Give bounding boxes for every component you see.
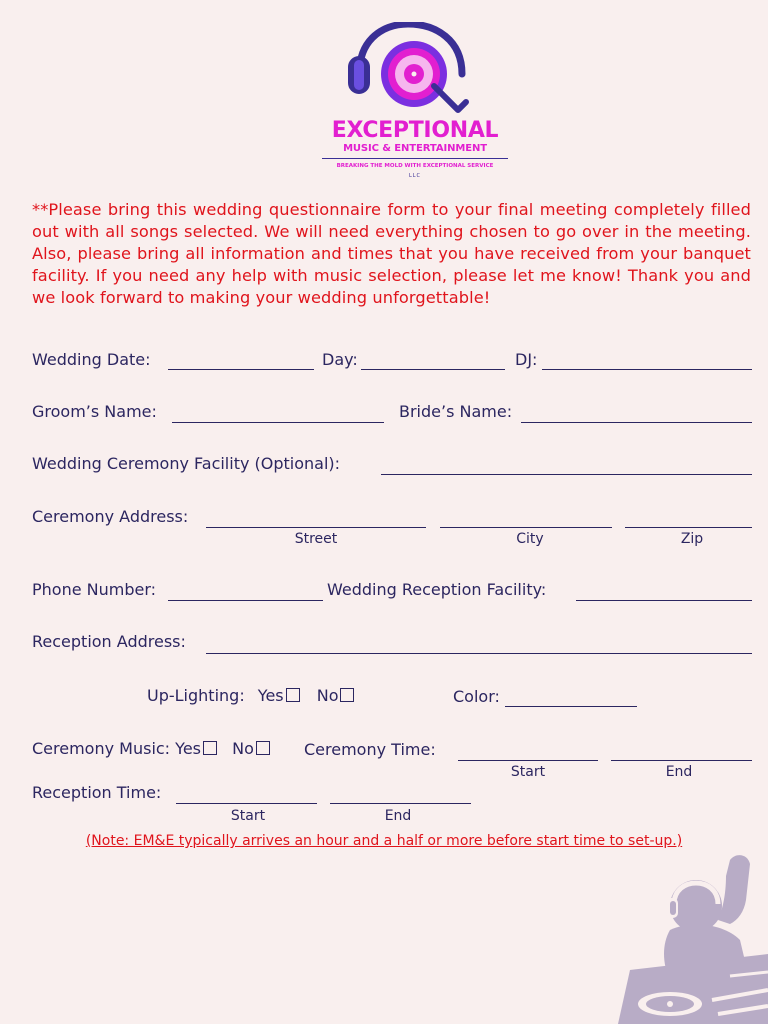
day-field[interactable]	[361, 369, 505, 370]
ceremony-music-yes-checkbox[interactable]	[203, 741, 217, 755]
reception-address-label: Reception Address:	[32, 632, 186, 651]
reception-facility-label: Wedding Reception Facility:	[327, 580, 547, 599]
headphones-vinyl-logo	[346, 22, 470, 114]
ceremony-music-no-label: No	[232, 739, 254, 758]
dj-field[interactable]	[542, 369, 752, 370]
brand-subtitle: MUSIC & ENTERTAINMENT	[343, 143, 487, 154]
ceremony-music-row	[32, 739, 270, 759]
color-field[interactable]	[505, 706, 637, 707]
ceremony-address-label: Ceremony Address:	[32, 507, 189, 526]
ceremony-zip-field[interactable]	[625, 527, 752, 528]
dj-label: DJ:	[515, 350, 538, 369]
ceremony-facility-field[interactable]	[381, 474, 752, 475]
reception-start-field[interactable]	[176, 803, 317, 804]
city-caption: City	[516, 531, 544, 547]
ceremony-music-label: Ceremony Music:	[32, 739, 171, 758]
ceremony-music-yes-label: Yes	[175, 739, 201, 758]
bride-name-field[interactable]	[521, 422, 752, 423]
ceremony-time-label: Ceremony Time:	[304, 740, 436, 759]
reception-facility-field[interactable]	[576, 600, 752, 601]
reception-end-field[interactable]	[330, 803, 471, 804]
brand-name: EXCEPTIONAL	[331, 118, 499, 143]
uplighting-yes-checkbox[interactable]	[286, 688, 300, 702]
ceremony-city-field[interactable]	[440, 527, 612, 528]
ceremony-facility-label: Wedding Ceremony Facility (Optional):	[32, 454, 341, 473]
ceremony-end-field[interactable]	[611, 760, 752, 761]
brand-tagline: BREAKING THE MOLD WITH EXCEPTIONAL SERVICE	[336, 163, 494, 169]
color-label: Color:	[453, 687, 500, 706]
arrival-note: (Note: EM&E typically arrives an hour and a half or more before start time to set-up.)	[85, 833, 683, 849]
zip-caption: Zip	[680, 531, 704, 547]
groom-name-label: Groom’s Name:	[32, 402, 157, 421]
reception-address-field[interactable]	[206, 653, 752, 654]
reception-start-caption: Start	[230, 808, 266, 824]
reception-end-caption: End	[384, 808, 412, 824]
day-label: Day:	[322, 350, 358, 369]
ceremony-music-no-checkbox[interactable]	[256, 741, 270, 755]
uplighting-row	[147, 686, 354, 706]
street-caption: Street	[294, 531, 338, 547]
uplighting-no-label: No	[316, 686, 339, 705]
ceremony-start-caption: Start	[510, 764, 546, 780]
phone-field[interactable]	[168, 600, 323, 601]
ceremony-end-caption: End	[665, 764, 693, 780]
uplighting-label: Up-Lighting:	[147, 686, 245, 705]
dj-silhouette-icon	[600, 850, 768, 1024]
bride-name-label: Bride’s Name:	[399, 402, 513, 421]
uplighting-yes-label: Yes	[257, 686, 284, 705]
reception-time-label: Reception Time:	[32, 783, 162, 802]
groom-name-field[interactable]	[172, 422, 384, 423]
brand-divider	[322, 158, 508, 159]
wedding-date-field[interactable]	[168, 369, 314, 370]
uplighting-no-checkbox[interactable]	[340, 688, 354, 702]
phone-label: Phone Number:	[32, 580, 157, 599]
instruction-note: **Please bring this wedding questionnaire form to your final meeting completely filled out with all songs selected. We will need everything chosen to go over in the meeting. Also, please bring all information and times that you have received from your banquet facility. If you need any help with music selection, please let me know! Thank you and we look forward to making your wedding unforgettable!	[32, 200, 751, 307]
brand-suffix: LLC	[408, 173, 422, 179]
ceremony-street-field[interactable]	[206, 527, 426, 528]
wedding-date-label: Wedding Date:	[32, 350, 151, 369]
ceremony-start-field[interactable]	[458, 760, 598, 761]
